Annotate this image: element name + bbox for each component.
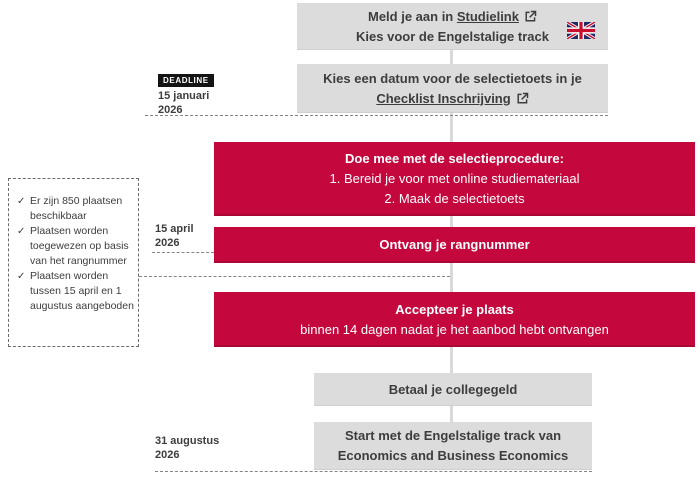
step-signup-box [297, 3, 608, 50]
step-start-line1: Start met de Engelstalige track van [344, 428, 562, 443]
info-item-text: Plaatsen worden tussen 15 april en 1 augustus aangeboden [30, 270, 134, 312]
info-item-text: Plaatsen worden toegewezen op basis van het rangnummer [30, 225, 129, 267]
studielink-link[interactable]: Studielink [456, 8, 519, 24]
step-accept-box [214, 292, 695, 347]
check-icon: ✓ [17, 196, 26, 207]
deadline-date-line1: 15 januari [158, 90, 210, 102]
external-link-icon[interactable] [516, 92, 529, 105]
step-selection-box [214, 142, 695, 216]
date-august-line1: 31 augustus [155, 435, 220, 447]
step-selection-item1: 1. Bereid je voor met online studiemateriaal [329, 171, 580, 186]
step-choose-date-line1: Kies een datum voor de selectietoets in je [323, 70, 582, 86]
date-april-line1: 15 april [155, 223, 194, 235]
info-box-dash-connector [139, 276, 450, 277]
info-box [8, 178, 139, 347]
deadline-date-line2: 2026 [158, 104, 183, 116]
step-pay-box [314, 373, 592, 406]
deadline-badge: DEADLINE [158, 74, 214, 87]
info-item [17, 269, 134, 314]
april-dash-connector [152, 252, 214, 253]
step-start-line2: Economics and Business Economics [337, 448, 569, 463]
step-accept-subtitle: binnen 14 dagen nadat je het aanbod hebt ontvangen [300, 321, 609, 337]
checklist-inschrijving-link[interactable]: Checklist Inschrijving [376, 90, 511, 106]
step-signup-text: Meld je aan in [368, 8, 457, 24]
step-pay-title: Betaal je collegegeld [388, 381, 518, 397]
date-august-line2: 2026 [155, 449, 180, 461]
check-icon: ✓ [17, 226, 26, 237]
step-choose-date-box [297, 64, 608, 113]
august-dash-line [155, 471, 592, 472]
deadline-january-dash-line [145, 115, 608, 116]
step-rank-box [214, 227, 695, 263]
external-link-icon[interactable] [524, 10, 537, 23]
step-accept-title: Accepteer je plaats [395, 301, 514, 317]
step-signup-line1 [368, 7, 537, 27]
step-rank-title: Ontvang je rangnummer [379, 237, 530, 252]
date-april-line2: 2026 [155, 237, 180, 249]
uk-flag-icon [567, 22, 595, 39]
step-selection-title: Doe mee met de selectieprocedure: [345, 151, 564, 166]
step-selection-item2: 2. Maak de selectietoets [384, 191, 525, 206]
info-item [17, 224, 134, 269]
step-start-box [314, 422, 592, 470]
date-august-label [155, 434, 219, 462]
step-choose-date-line2 [376, 89, 528, 109]
step-signup-line2: Kies voor de Engelstalige track [356, 28, 549, 44]
date-april-label [155, 222, 194, 250]
info-item-text: Er zijn 850 plaatsen beschikbaar [30, 195, 123, 222]
check-icon: ✓ [17, 271, 26, 282]
info-item [17, 194, 134, 224]
deadline-date-january [158, 89, 209, 117]
